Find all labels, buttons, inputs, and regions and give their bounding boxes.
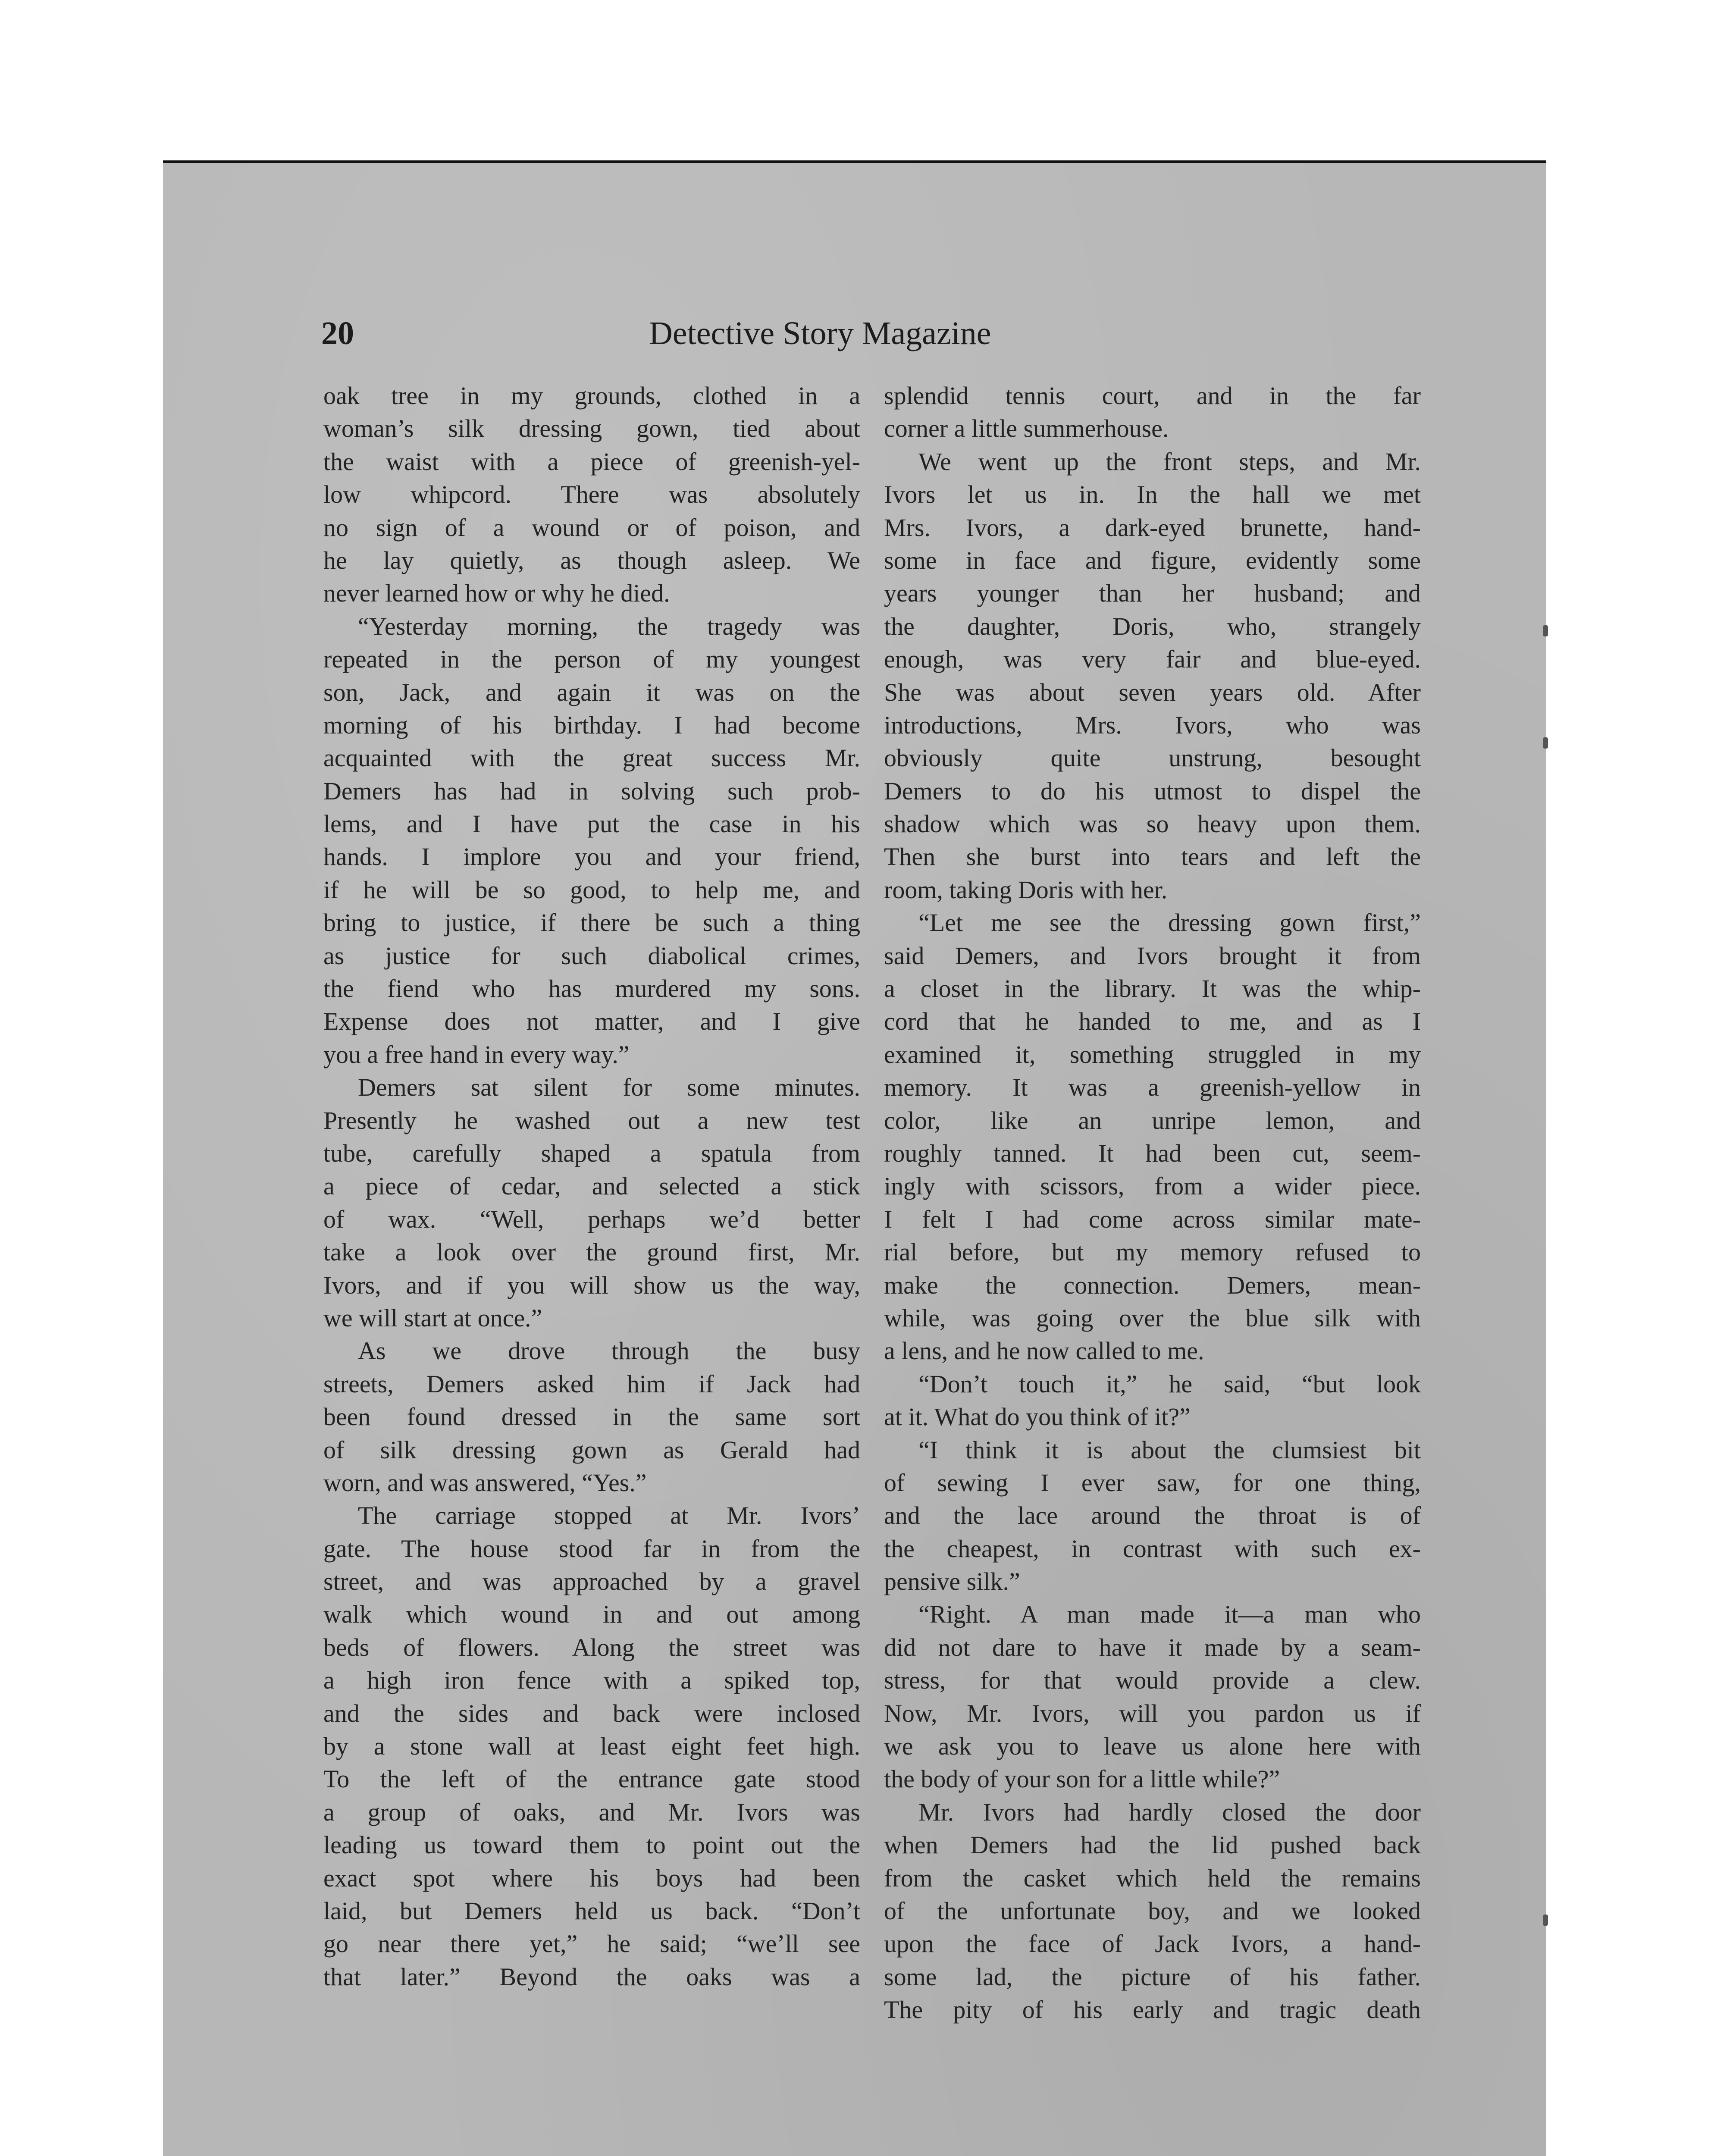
text-line: take a look over the ground first, Mr. (323, 1238, 860, 1266)
text-line: when Demers had the lid pushed back (884, 1831, 1421, 1859)
text-line: pensive silk.” (884, 1567, 1020, 1596)
text-line: exact spot where his boys had been (323, 1864, 860, 1892)
text-line: son, Jack, and again it was on the (323, 678, 860, 706)
text-line: bring to justice, if there be such a thing (323, 909, 860, 937)
text-line: Expense does not matter, and I give (323, 1007, 860, 1036)
text-line: he lay quietly, as though asleep. We (323, 546, 860, 574)
text-line: a group of oaks, and Mr. Ivors was (323, 1798, 860, 1826)
text-line: repeated in the person of my youngest (323, 645, 860, 674)
edge-mark (1543, 625, 1548, 636)
text-line: that later.” Beyond the oaks was a (323, 1962, 860, 1991)
text-line: I felt I had come across similar mate- (884, 1205, 1421, 1233)
text-line: lems, and I have put the case in his (323, 810, 860, 838)
text-line: a piece of cedar, and selected a stick (323, 1172, 860, 1200)
text-line: introductions, Mrs. Ivors, who was (884, 711, 1421, 739)
page-number: 20 (321, 315, 354, 351)
text-line: the body of your son for a little while?” (884, 1765, 1280, 1793)
text-line: hands. I implore you and your friend, (323, 843, 860, 871)
text-line: said Demers, and Ivors brought it from (884, 941, 1421, 970)
text-line: Mr. Ivors had hardly closed the door (918, 1798, 1421, 1826)
text-line: shadow which was so heavy upon them. (884, 810, 1421, 838)
text-line: Ivors let us in. In the hall we met (884, 480, 1421, 509)
text-line: stress, for that would provide a clew. (884, 1666, 1421, 1695)
running-head: Detective Story Magazine (649, 315, 991, 351)
text-line: by a stone wall at least eight feet high. (323, 1732, 860, 1761)
text-line: roughly tanned. It had been cut, seem- (884, 1139, 1421, 1167)
text-line: enough, was very fair and blue-eyed. (884, 645, 1421, 674)
text-line: Then she burst into tears and left the (884, 843, 1421, 871)
text-line: acquainted with the great success Mr. (323, 744, 860, 772)
right-text-column (884, 379, 1421, 2027)
text-line: Now, Mr. Ivors, will you pardon us if (884, 1699, 1421, 1727)
text-line: “I think it is about the clumsiest bit (918, 1435, 1421, 1464)
text-line: no sign of a wound or of poison, and (323, 513, 860, 542)
text-line: Ivors, and if you will show us the way, (323, 1271, 860, 1299)
text-line: “Let me see the dressing gown first,” (918, 909, 1421, 937)
edge-mark (1543, 737, 1548, 749)
text-line: of wax. “Well, perhaps we’d better (323, 1205, 860, 1233)
text-line: low whipcord. There was absolutely (323, 480, 860, 509)
text-line: “Yesterday morning, the tragedy was (358, 612, 860, 640)
text-line: gate. The house stood far in from the (323, 1534, 860, 1563)
text-line: some in face and figure, evidently some (884, 546, 1421, 574)
text-line: cord that he handed to me, and as I (884, 1007, 1421, 1036)
text-line: a high iron fence with a spiked top, (323, 1666, 860, 1695)
text-line: As we drove through the busy (358, 1337, 860, 1365)
text-line: To the left of the entrance gate stood (323, 1765, 860, 1793)
text-line: a lens, and he now called to me. (884, 1337, 1204, 1365)
text-line: Demers to do his utmost to dispel the (884, 777, 1421, 805)
text-line: the daughter, Doris, who, strangely (884, 612, 1421, 640)
text-line: We went up the front steps, and Mr. (918, 447, 1421, 476)
text-line: while, was going over the blue silk with (884, 1304, 1421, 1332)
text-line: splendid tennis court, and in the far (884, 382, 1421, 410)
text-line: “Don’t touch it,” he said, “but look (918, 1369, 1421, 1398)
edge-mark (1543, 1915, 1548, 1926)
text-line: Presently he washed out a new test (323, 1106, 860, 1134)
text-line: examined it, something struggled in my (884, 1040, 1421, 1069)
text-line: and the sides and back were inclosed (323, 1699, 860, 1727)
text-line: obviously quite unstrung, besought (884, 744, 1421, 772)
text-line: and the lace around the throat is of (884, 1501, 1421, 1530)
text-line: walk which wound in and out among (323, 1600, 860, 1629)
left-text-column (323, 379, 860, 1993)
text-line: we ask you to leave us alone here with (884, 1732, 1421, 1761)
text-line: been found dressed in the same sort (323, 1403, 860, 1431)
text-line: color, like an unripe lemon, and (884, 1106, 1421, 1134)
text-line: morning of his birthday. I had become (323, 711, 860, 739)
text-line: the cheapest, in contrast with such ex- (884, 1534, 1421, 1563)
text-line: upon the face of Jack Ivors, a hand- (884, 1930, 1421, 1958)
text-line: ingly with scissors, from a wider piece. (884, 1172, 1421, 1200)
text-line: corner a little summerhouse. (884, 414, 1169, 443)
text-line: go near there yet,” he said; “we’ll see (323, 1930, 860, 1958)
text-line: never learned how or why he died. (323, 579, 670, 608)
text-line: if he will be so good, to help me, and (323, 875, 860, 904)
text-line: beds of flowers. Along the street was (323, 1633, 860, 1661)
text-line: of sewing I ever saw, for one thing, (884, 1468, 1421, 1497)
text-line: years younger than her husband; and (884, 579, 1421, 608)
text-line: room, taking Doris with her. (884, 875, 1168, 904)
text-line: laid, but Demers held us back. “Don’t (323, 1896, 860, 1925)
text-line: some lad, the picture of his father. (884, 1962, 1421, 1991)
text-line: of the unfortunate boy, and we looked (884, 1896, 1421, 1925)
text-line: oak tree in my grounds, clothed in a (323, 382, 860, 410)
text-line: She was about seven years old. After (884, 678, 1421, 706)
text-line: from the casket which held the remains (884, 1864, 1421, 1892)
text-line: the fiend who has murdered my sons. (323, 975, 860, 1003)
text-line: memory. It was a greenish-yellow in (884, 1073, 1421, 1102)
text-line: streets, Demers asked him if Jack had (323, 1369, 860, 1398)
text-line: we will start at once.” (323, 1304, 542, 1332)
text-line: Mrs. Ivors, a dark-eyed brunette, hand- (884, 513, 1421, 542)
text-line: street, and was approached by a gravel (323, 1567, 860, 1596)
text-line: did not dare to have it made by a seam- (884, 1633, 1421, 1661)
text-line: The pity of his early and tragic death (884, 1996, 1421, 2024)
text-line: woman’s silk dressing gown, tied about (323, 414, 860, 443)
text-line: rial before, but my memory refused to (884, 1238, 1421, 1266)
text-line: the waist with a piece of greenish-yel- (323, 447, 860, 476)
text-line: “Right. A man made it—a man who (918, 1600, 1421, 1629)
text-line: tube, carefully shaped a spatula from (323, 1139, 860, 1167)
text-line: Demers has had in solving such prob- (323, 777, 860, 805)
text-line: at it. What do you think of it?” (884, 1403, 1191, 1431)
text-line: you a free hand in every way.” (323, 1040, 630, 1069)
text-line: The carriage stopped at Mr. Ivors’ (358, 1501, 860, 1530)
text-line: worn, and was answered, “Yes.” (323, 1468, 647, 1497)
text-line: leading us toward them to point out the (323, 1831, 860, 1859)
text-line: of silk dressing gown as Gerald had (323, 1435, 860, 1464)
text-line: make the connection. Demers, mean- (884, 1271, 1421, 1299)
text-line: as justice for such diabolical crimes, (323, 941, 860, 970)
text-line: a closet in the library. It was the whip- (884, 975, 1421, 1003)
text-line: Demers sat silent for some minutes. (358, 1073, 860, 1102)
